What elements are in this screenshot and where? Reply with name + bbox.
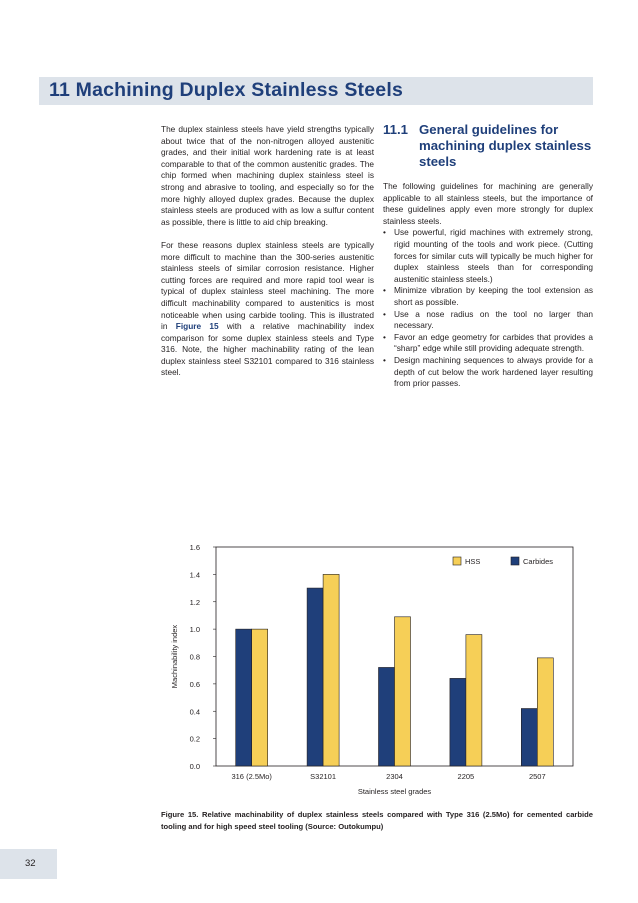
bar-carbides xyxy=(236,629,252,766)
x-tick-label: 2507 xyxy=(528,772,546,781)
right-column xyxy=(383,181,593,390)
body-paragraph-2 xyxy=(161,240,374,379)
y-axis-label: Machinability index xyxy=(170,624,179,689)
x-tick-label: S32101 xyxy=(310,772,337,781)
bar-carbides xyxy=(307,588,323,766)
bar-hss xyxy=(323,574,339,766)
legend-label-hss: HSS xyxy=(465,557,481,566)
bar-hss xyxy=(537,658,553,766)
x-tick-label: 2205 xyxy=(457,772,475,781)
machinability-bar-chart xyxy=(160,532,600,804)
x-tick-label: 2304 xyxy=(386,772,403,781)
section-title: General guidelines for machining duplex stainless steels xyxy=(419,122,592,169)
y-tick-label: 1.0 xyxy=(189,625,200,635)
guideline-item: • Minimize vibration by keeping the tool extension as short as possible. xyxy=(383,285,593,308)
figure-15-link[interactable]: Figure 15 xyxy=(175,321,219,332)
section-intro: The following guidelines for machining are generally applicable to all stainless steels, but the importance of these guidelines apply even more strongly for duplex stainless steels. xyxy=(383,181,593,226)
y-tick-label: 1.2 xyxy=(189,597,200,607)
legend-swatch-carbides xyxy=(511,557,519,565)
y-tick-label: 0.2 xyxy=(189,734,200,744)
guideline-item: • Use a nose radius on the tool no larger than necessary. xyxy=(383,309,593,332)
bar-carbides xyxy=(379,667,395,766)
bar-hss xyxy=(466,635,482,766)
y-tick-label: 1.6 xyxy=(189,543,200,552)
x-tick-label: 316 (2.5Mo) xyxy=(231,772,272,781)
body-paragraph-2-text: For these reasons duplex stainless steels are typically more difficult to machine than the 300-series austenitic stainless steels of similar corrosion resistance. Higher cutting forces are required and more rapid tool wear is typical of duplex stainless steel machining. The more difficult machinability compared to austenitics is most noticeable when using carbide tooling. This is illustrated in xyxy=(161,239,374,332)
guideline-item: • Favor an edge geometry for carbides that provides a “sharp” edge while still providing adequate strength. xyxy=(383,332,593,355)
x-axis-label: Stainless steel grades xyxy=(357,787,432,796)
y-tick-label: 0.6 xyxy=(189,679,200,689)
bar-hss xyxy=(252,629,268,766)
bar-carbides xyxy=(521,709,537,766)
guideline-list xyxy=(383,227,593,389)
bar-hss xyxy=(395,617,411,766)
legend-swatch-hss xyxy=(453,557,461,565)
guideline-item: • Design machining sequences to always provide for a depth of cut below the work hardened layer resulting from prior passes. xyxy=(383,355,593,390)
y-tick-label: 0.0 xyxy=(189,762,200,771)
figure-caption: Figure 15. Relative machinability of duplex stainless steels compared with Type 316 (2.5Mo) for cemented carbide tooling and for high speed steel tooling (Source: Outokumpu) xyxy=(161,810,593,831)
bar-carbides xyxy=(450,678,466,766)
left-column xyxy=(161,124,374,391)
body-paragraph-1: The duplex stainless steels have yield strengths typically about twice that of the non-nitrogen alloyed austenitic grades, and their initial work hardening rate is at least comparable to that of the common austenitic grades. The chip formed when machining duplex stainless steel is strong and abrasive to tooling, and especially so for the more highly alloyed duplex grades. Because the duplex stainless steels are produced with as low a sulfur content as possible, there is little to aid chip breaking. xyxy=(161,124,374,227)
y-tick-label: 1.4 xyxy=(189,570,200,580)
page-number: 32 xyxy=(25,858,36,869)
section-number: 11.1 xyxy=(383,122,408,137)
body-paragraph-2-tail: with a relative machinability index comparison for some duplex stainless steels and Type 316. Note, the higher machinability rating of the lean duplex stainless steel S32101 compared to 316 stainless steel. xyxy=(161,321,374,378)
chapter-title: 11 Machining Duplex Stainless Steels xyxy=(49,79,403,101)
legend-label-carbides: Carbides xyxy=(523,557,554,566)
y-tick-label: 0.4 xyxy=(189,707,200,717)
y-tick-label: 0.8 xyxy=(189,652,200,662)
guideline-item: • Use powerful, rigid machines with extremely strong, rigid mounting of the tools and work piece. (Cutting forces for similar cuts will typically be much higher for duplex stainless steels than for corresponding austenitic stainless steels.) xyxy=(383,227,593,285)
